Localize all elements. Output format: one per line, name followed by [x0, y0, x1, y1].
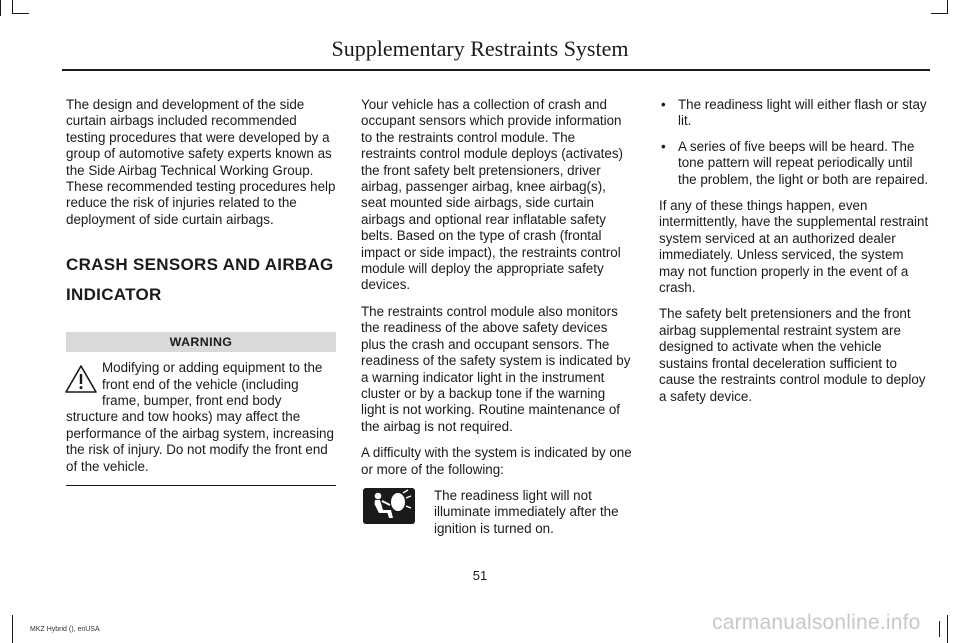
airbag-indicator-icon [363, 488, 415, 524]
crop-mark [947, 0, 948, 14]
column-middle [361, 97, 633, 558]
warning-triangle-icon [64, 364, 98, 394]
list-item-text: A series of five beeps will be heard. The tone pattern will repeat periodically until the problem, the light or both are repaired. [678, 138, 929, 187]
crop-mark [931, 13, 947, 14]
column-left [66, 97, 336, 486]
column-right [659, 97, 930, 415]
list-item-text: The readiness light will either flash or stay lit. [678, 97, 927, 129]
bullet-glyph: • [661, 97, 666, 112]
list-item [659, 97, 930, 130]
paragraph: Your vehicle has a collection of crash and occupant sensors which provide information to the restraints control module. The restraints control module deploys (activates) the front safety belt pretensioners, driver airbag, passenger airbag, knee airbag(s), seat mounted side airbags, side curtain airbags and optional rear inflatable safety belts. Based on the type of crash (frontal impact or side impact), the restraints control module will deploy the appropriate safety devices. [361, 97, 623, 293]
warning-box [66, 360, 336, 486]
watermark: carmanualsonline.info [712, 611, 921, 634]
section-heading-line: INDICATOR [66, 285, 162, 305]
list-item [659, 139, 930, 188]
header-rule [62, 69, 930, 71]
warning-rule [66, 485, 336, 486]
section-heading-line: CRASH SENSORS AND AIRBAG [66, 255, 334, 275]
symptom-list [659, 97, 930, 188]
crop-mark [12, 0, 13, 14]
footer-note: MKZ Hybrid (), enUSA [30, 626, 100, 633]
crop-mark [0, 0, 1, 16]
crop-mark [13, 13, 29, 14]
paragraph: A difficulty with the system is indicated by one or more of the following: [361, 445, 632, 477]
warning-text: Modifying or adding equipment to the front end of the vehicle (including frame, bumper, front end body structure and tow hooks) may affect the performance of the airbag system, increasing the risk of injury. Do not modify the front end of the vehicle. [66, 360, 334, 474]
paragraph: The safety belt pretensioners and the front airbag supplemental restraint system are designed to activate when the vehicle sustains frontal deceleration sufficient to cause the restraints control module to deploy a safety device. [659, 306, 926, 404]
page-title: Supplementary Restraints System [331, 36, 629, 61]
page-number: 51 [472, 568, 488, 583]
indicator-row [361, 488, 633, 558]
crop-mark [939, 621, 940, 637]
crop-mark [947, 615, 948, 643]
paragraph: If any of these things happen, even intermittently, have the supplemental restraint system serviced at an authorized dealer immediately. Unless serviced, the system may not function properly in the event of a crash. [659, 198, 929, 296]
bullet-glyph: • [661, 138, 666, 154]
indicator-description: The readiness light will not illuminate immediately after the ignition is turned on. [434, 487, 619, 536]
intro-paragraph: The design and development of the side curtain airbags included recommended testing procedures that were developed by a group of automotive safety experts known as the Side Airbag Technical Working Group. These recommended testing procedures help reduce the risk of injuries related to the deployment of side curtain airbags. [66, 97, 336, 227]
crop-mark [12, 615, 13, 643]
section-heading [66, 252, 336, 308]
paragraph: The restraints control module also monitors the readiness of the above safety devices plus the crash and occupant sensors. The readiness of the safety system is indicated by a warning indicator light in the instrument cluster or by a backup tone if the warning light is not working. Routine maintenance of the airbag is not required. [361, 303, 631, 434]
warning-label: WARNING [66, 332, 336, 352]
